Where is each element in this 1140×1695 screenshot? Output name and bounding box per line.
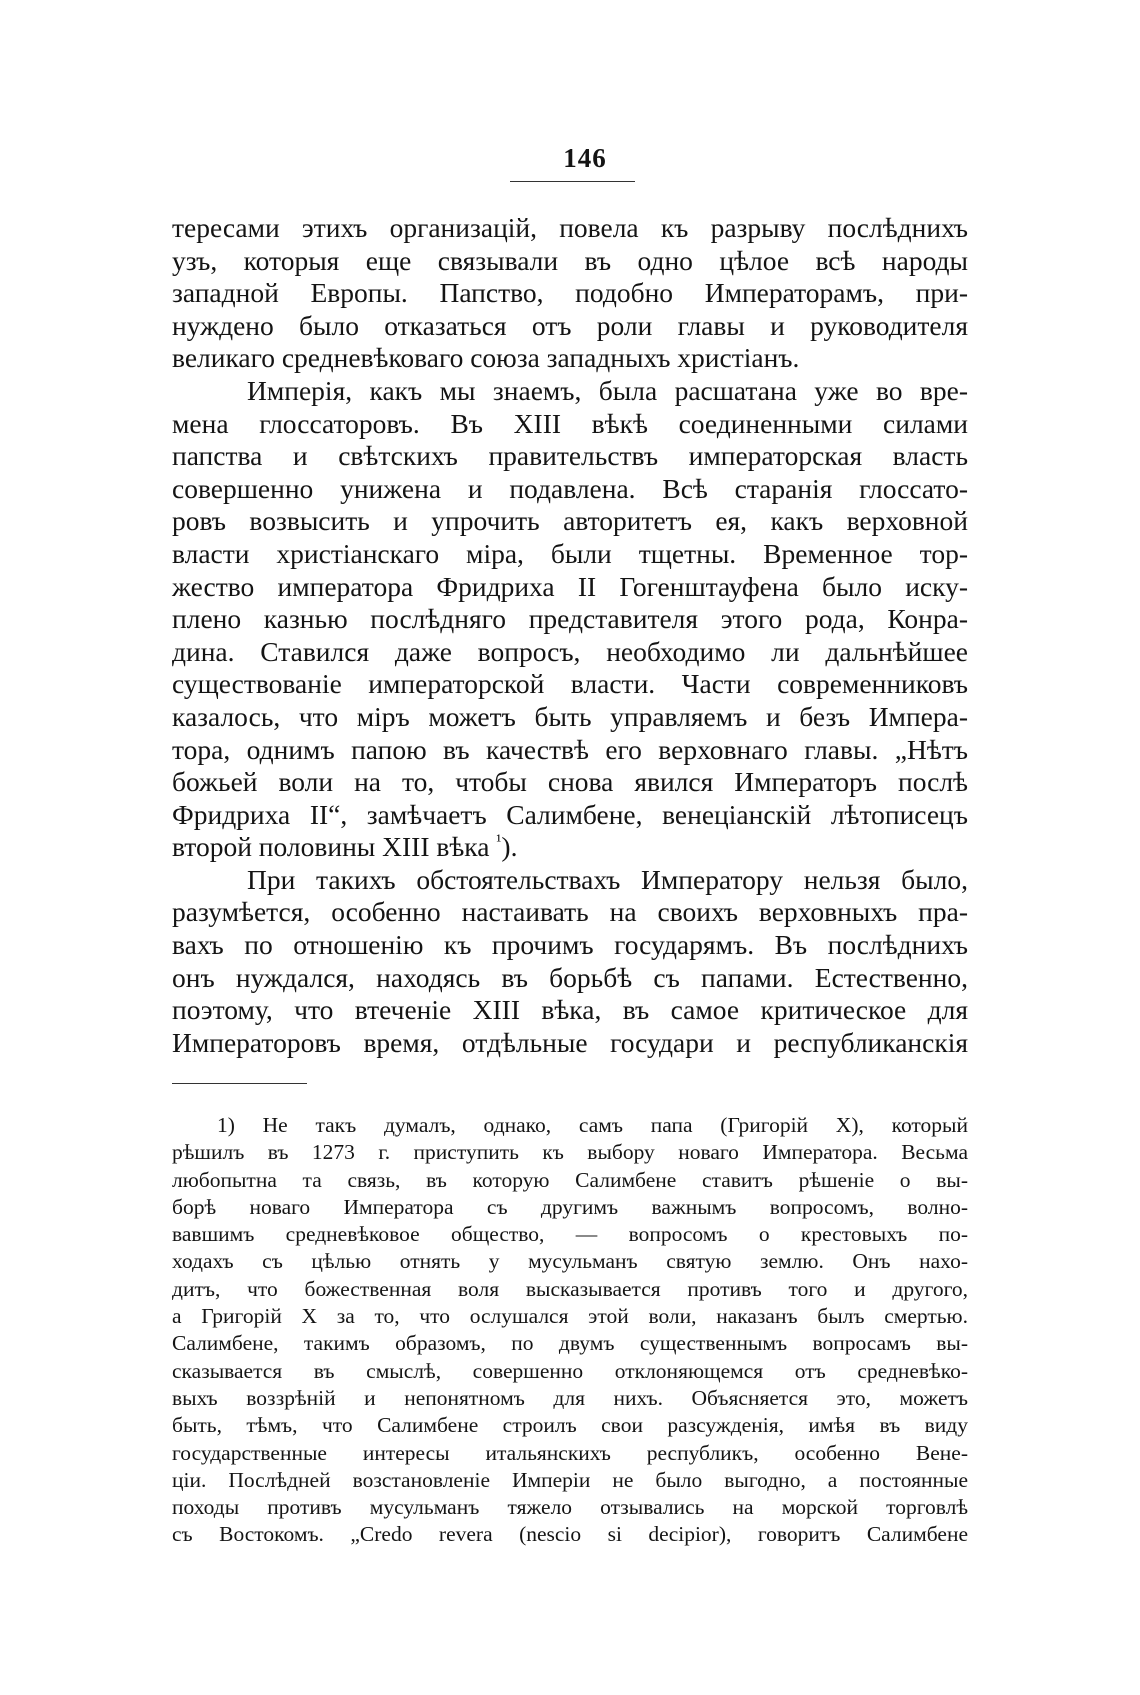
text-line: нуждено было отказаться отъ роли главы и руководителя bbox=[172, 309, 968, 341]
text-line: мена глоссаторовъ. Въ XIII вѣкѣ соединенными силами bbox=[172, 407, 968, 439]
text-line: западной Европы. Папство, подобно Императорамъ, при- bbox=[172, 277, 968, 309]
footnote-line: ходахъ съ цѣлью отнять у мусульманъ святую землю. Онъ нахо- bbox=[172, 1249, 968, 1274]
footnote-line: сказывается въ смыслѣ, совершенно отклоняющемся отъ средневѣко- bbox=[172, 1358, 968, 1383]
footnote-separator bbox=[172, 1083, 307, 1084]
footnote-line: 1) Не такъ думалъ, однако, самъ папа (Григорій X), который bbox=[217, 1113, 968, 1137]
text-line: онъ нуждался, находясь въ борьбѣ съ папами. Естественно, bbox=[172, 961, 968, 993]
footnote-line: Салимбене, такимъ образомъ, по двумъ существеннымъ вопросамъ вы- bbox=[172, 1331, 968, 1356]
text-line: тора, однимъ папою въ качествѣ его верховнаго главы. „Нѣтъ bbox=[172, 733, 968, 765]
text-line: разумѣется, особенно настаивать на своихъ верховныхъ пра- bbox=[172, 896, 968, 928]
text-line: Императоровъ время, отдѣльные государи и республиканскія bbox=[172, 1026, 968, 1058]
footnote-line: ціи. Послѣдней возстановленіе Имперіи не было выгодно, а постоянные bbox=[172, 1467, 968, 1492]
text-line: дина. Ставился даже вопросъ, необходимо ли дальнѣйшее bbox=[172, 635, 968, 667]
footnote-line: любопытна та связь, въ которую Салимбене ставитъ рѣшеніе о вы- bbox=[172, 1167, 968, 1192]
footnote-line: государственные интересы итальянскихъ республикъ, особенно Вене- bbox=[172, 1440, 968, 1465]
footnote-line: дитъ, что божественная воля высказывается противъ того и другого, bbox=[172, 1276, 968, 1301]
footnote-line: походы противъ мусульманъ тяжело отзывались на морской торговлѣ bbox=[172, 1495, 968, 1520]
text-fragment: ). bbox=[501, 831, 518, 863]
text-line: ровъ возвысить и упрочить авторитетъ ея, какъ верховной bbox=[172, 505, 968, 537]
paragraph-start-line: При такихъ обстоятельствахъ Императору нельзя было, bbox=[247, 863, 968, 895]
text-line: власти христіанскаго міра, были тщетны. Временное тор- bbox=[172, 537, 968, 569]
text-line: поэтому, что втеченіе XIII вѣка, въ самое критическое для bbox=[172, 994, 968, 1026]
text-line: узъ, которыя еще связывали въ одно цѣлое всѣ народы bbox=[172, 244, 968, 276]
text-line: божьей воли на то, чтобы снова явился Императоръ послѣ bbox=[172, 766, 968, 798]
footnote-reference[interactable]: ¹ bbox=[496, 831, 502, 851]
footnote-line: рѣшилъ въ 1273 г. приступить къ выбору новаго Императора. Весьма bbox=[172, 1140, 968, 1165]
text-line: папства и свѣтскихъ правительствъ императорская власть bbox=[172, 440, 968, 472]
text-line: казалось, что міръ можетъ быть управляемъ и безъ Импера- bbox=[172, 700, 968, 732]
footnote-line: вавшимъ средневѣковое общество, — вопросомъ о крестовыхъ по- bbox=[172, 1222, 968, 1247]
footnote-line: борѣ новаго Императора съ другимъ важнымъ вопросомъ, волно- bbox=[172, 1194, 968, 1219]
text-line-with-footnote-ref bbox=[172, 831, 968, 864]
footnote bbox=[172, 1112, 968, 1549]
footnote-line: выхъ воззрѣній и непонятномъ для нихъ. Объясняется это, можетъ bbox=[172, 1385, 968, 1410]
text-fragment: второй половины XIII вѣка bbox=[172, 831, 490, 863]
text-line: существованіе императорской власти. Части современниковъ bbox=[172, 668, 968, 700]
text-line: Фридриха II“, замѣчаетъ Салимбене, венеціанскій лѣтописецъ bbox=[172, 798, 968, 830]
paragraph-start-line: Имперія, какъ мы знаемъ, была расшатана уже во вре- bbox=[247, 374, 968, 406]
text-line: великаго средневѣковаго союза западныхъ христіанъ. bbox=[172, 342, 800, 374]
footnote-line: съ Востокомъ. „Credo revera (nescio si decipior), говоритъ Салимбене bbox=[172, 1522, 968, 1547]
footnote-line: быть, тѣмъ, что Салимбене строилъ свои разсужденія, имѣя въ виду bbox=[172, 1413, 968, 1438]
text-line: жество императора Фридриха II Гогенштауфена было иску- bbox=[172, 570, 968, 602]
page-number: 146 bbox=[563, 143, 607, 173]
header-rule bbox=[510, 181, 635, 182]
footnote-line: а Григорій X за то, что ослушался этой воли, наказанъ былъ смертью. bbox=[172, 1304, 968, 1329]
text-line: вахъ по отношенію къ прочимъ государямъ. Въ послѣднихъ bbox=[172, 929, 968, 961]
main-text bbox=[172, 212, 968, 1059]
text-line: тересами этихъ организацій, повела къ разрыву послѣднихъ bbox=[172, 212, 968, 243]
text-line: совершенно унижена и подавлена. Всѣ старанія глоссато- bbox=[172, 472, 968, 504]
text-line: плено казнью послѣдняго представителя этого рода, Конра- bbox=[172, 603, 968, 635]
